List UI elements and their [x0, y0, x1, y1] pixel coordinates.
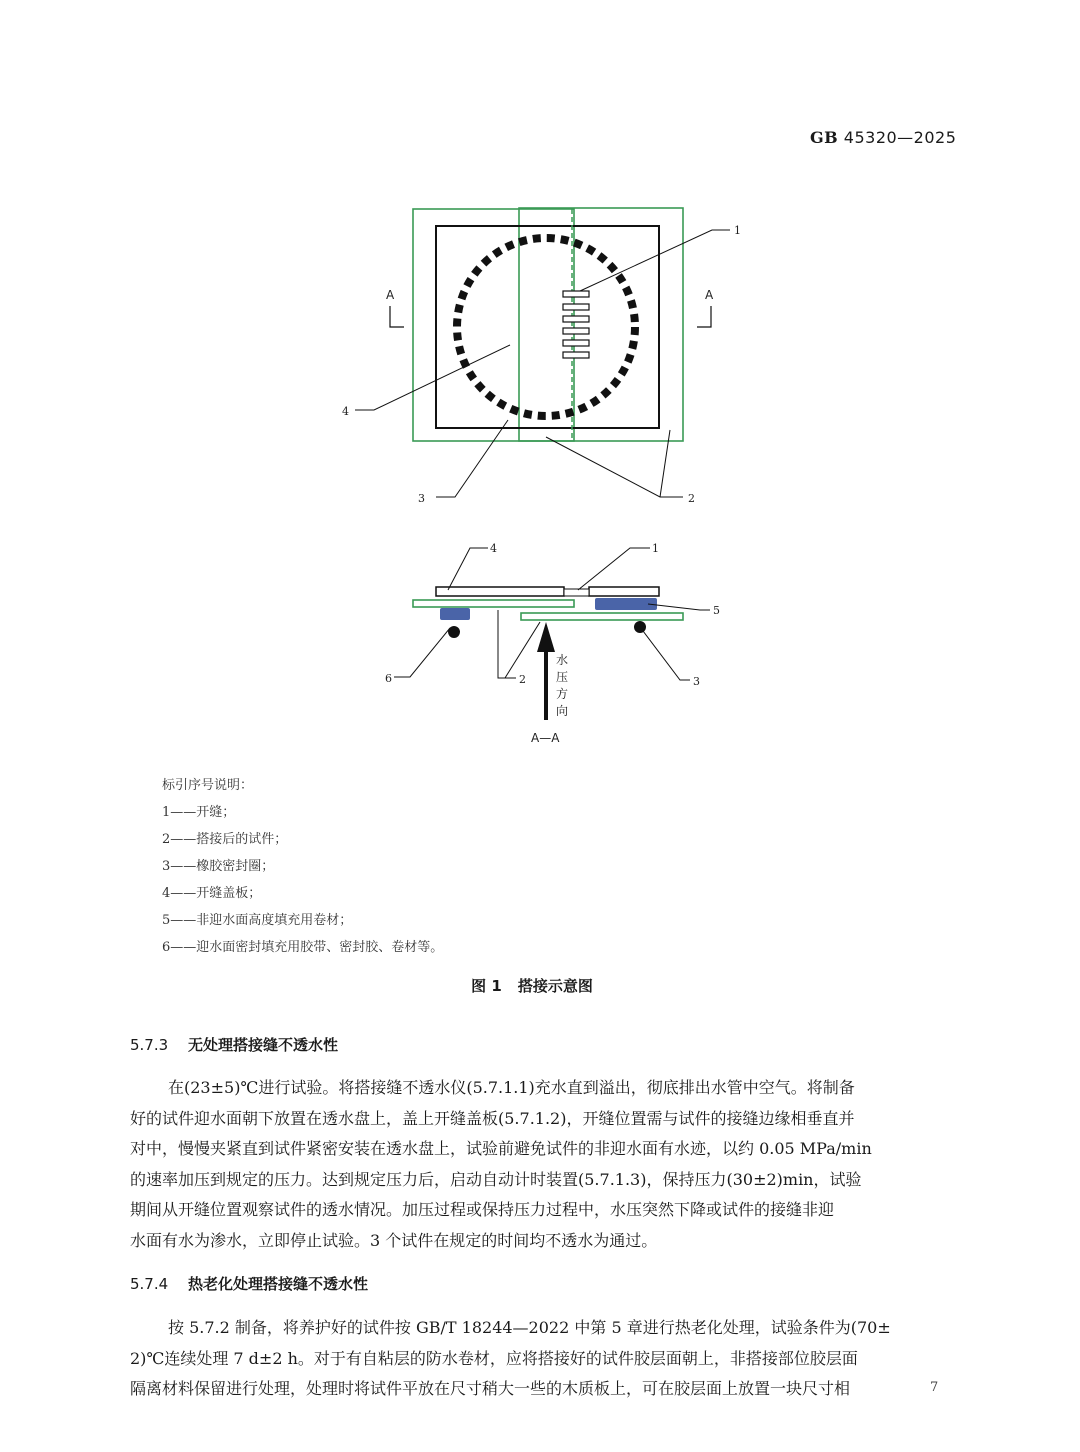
legend-item: 6——迎水面密封填充用胶带、密封胶、卷材等。	[162, 940, 444, 955]
paragraph-line: 期间从开缝位置观察试件的透水情况。加压过程或保持压力过程中，水压突然下降或试件的接缝非迎	[130, 1200, 835, 1219]
paragraph-line: 水面有水为渗水，立即停止试验。3 个试件在规定的时间均不透水为通过。	[130, 1230, 658, 1250]
legend-item: 3——橡胶密封圈；	[162, 859, 275, 874]
figure-number: 图 1	[471, 977, 502, 995]
paragraph-line: 隔离材料保留进行处理，处理时将试件平放在尺寸稍大一些的木质板上，可在胶层面上放置一块尺寸相	[130, 1379, 851, 1398]
paragraph-line: 好的试件迎水面朝下放置在透水盘上，盖上开缝盖板(5.7.1.2)，开缝位置需与试件的接缝边缘相垂直并	[130, 1108, 855, 1128]
section-title: 热老化处理搭接缝不透水性	[188, 1275, 369, 1293]
paragraph-line: 对中，慢慢夹紧直到试件紧密安装在透水盘上，试验前避免试件的非迎水面有水迹，以约 0.05 MPa/min	[130, 1139, 872, 1158]
callout-sec-5: 5	[713, 604, 720, 617]
callout-top-2: 2	[688, 492, 695, 505]
section-number: 5.7.4	[130, 1275, 169, 1293]
top-leader-lines	[355, 230, 730, 497]
rubber-seal-ring	[457, 238, 635, 416]
water-pressure-arrowhead	[537, 622, 555, 652]
callout-sec-1: 1	[652, 542, 659, 555]
callout-top-1: 1	[734, 224, 741, 237]
sealing-tape	[440, 608, 470, 620]
standard-number: 45320—2025	[843, 128, 957, 147]
callout-sec-3: 3	[693, 675, 700, 688]
legend-item: 4——开缝盖板；	[162, 886, 262, 901]
arrow-text-1: 水	[556, 653, 569, 667]
water-tray-square	[436, 226, 659, 428]
filler-roll-material	[595, 598, 657, 610]
arrow-text-3: 方	[556, 687, 569, 701]
callout-sec-2: 2	[519, 673, 526, 686]
callout-sec-4: 4	[490, 542, 497, 555]
standard-prefix: GB	[810, 128, 839, 147]
figure-legend	[162, 772, 443, 961]
arrow-text-4: 向	[556, 704, 569, 718]
figure-title: 搭接示意图	[517, 977, 593, 995]
callout-sec-6: 6	[385, 672, 392, 685]
seal-dot-left	[448, 626, 460, 638]
legend-title: 标引序号说明：	[162, 778, 254, 793]
section-label: A—A	[531, 731, 560, 745]
section-title: 无处理搭接缝不透水性	[188, 1036, 339, 1054]
slot-gap	[564, 589, 589, 596]
figure-caption	[0, 975, 1080, 996]
specimen-upper	[413, 600, 574, 607]
paragraph-line: 按 5.7.2 制备，将养护好的试件按 GB/T 18244—2022 中第 5 章进行热老化处理，试验条件为(70±	[168, 1318, 891, 1337]
section-heading-573	[130, 1034, 338, 1055]
legend-item: 2——搭接后的试件；	[162, 832, 288, 847]
section-573-body	[130, 1073, 966, 1256]
section-mark-right	[697, 306, 711, 327]
arrow-text-2: 压	[556, 670, 569, 684]
paragraph-line: 2)℃连续处理 7 d±2 h。对于有自粘层的防水卷材，应将搭接好的试件胶层面朝上，非搭接部位胶层面	[130, 1348, 858, 1368]
section-heading-574	[130, 1273, 368, 1294]
section-mark-left	[390, 306, 404, 327]
paragraph-line: 在(23±5)℃进行试验。将搭接缝不透水仪(5.7.1.1)充水直到溢出，彻底排出水管中空气。将制备	[168, 1078, 855, 1097]
cover-plate-right	[589, 587, 659, 596]
top-view	[342, 208, 741, 505]
paragraph-line: 的速率加压到规定的压力。达到规定压力后，启动自动计时装置(5.7.1.3)，保持压力(30±2)min，试验	[130, 1169, 862, 1189]
callout-top-3: 3	[418, 492, 425, 505]
section-574-body	[130, 1313, 966, 1405]
section-view	[385, 542, 720, 745]
section-mark-left-label: A	[386, 288, 395, 302]
cover-plate-left	[436, 587, 564, 596]
section-mark-right-label: A	[705, 288, 714, 302]
legend-item: 5——非迎水面高度填充用卷材；	[162, 913, 353, 928]
slot-openings	[563, 291, 589, 358]
specimen-lower	[521, 613, 683, 620]
page-number: 7	[930, 1380, 939, 1395]
section-number: 5.7.3	[130, 1036, 169, 1054]
callout-top-4: 4	[342, 405, 349, 418]
specimen-left-outline	[413, 209, 574, 441]
legend-item: 1——开缝；	[162, 805, 236, 820]
